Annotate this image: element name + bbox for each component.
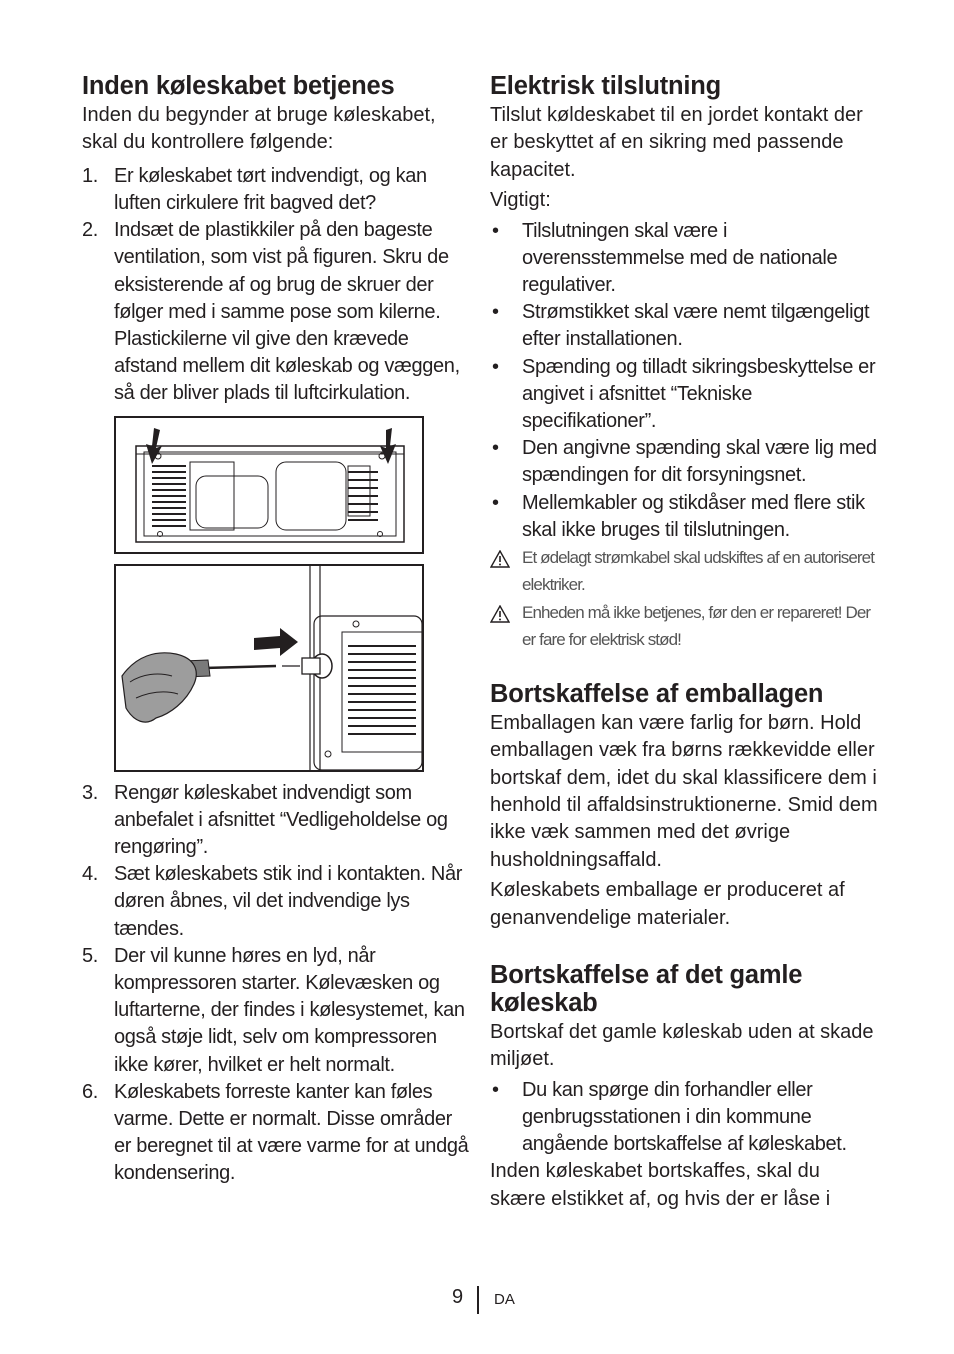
figure-rear-ventilation [114,416,424,554]
section-heading-electric: Elektrisk tilslutning [490,72,722,100]
intro-paragraph: Inden du begynder at bruge køleskabet, skal du kontrollere følgende: [82,104,436,154]
electric-bullets [490,218,880,544]
list-item: 4. Sæt køleskabets stik ind i kontakten. Når døren åbnes, vil det indvendige lys tændes. [82,863,463,940]
arrow-right-icon [254,628,298,656]
list-item: • Den angivne spænding skal være lig med spændingen for dit forsyningsnet. [492,437,877,487]
warning-note: Enheden må ikke betjenes, før den er repareret! Der er fare for elektrisk stød! [490,599,880,654]
list-item: • Tilslutningen skal være i overensstemmelse med de nationale regulativer. [492,219,838,297]
section-heading-packaging: Bortskaffelse af emballagen [490,679,824,708]
rear-ventilation-illustration [116,418,422,552]
list-item: • Spænding og tilladt sikringsbeskyttelse er angivet i afsnittet “Tekniske specifikationer”. [492,355,876,433]
footer-divider [477,1286,479,1314]
electric-intro: Tilslut køldeskabet til en jordet kontakt der er beskyttet af en sikring med passende kapacitet. [490,104,863,181]
list-item: 6. Køleskabets forreste kanter kan føles varme. Dette er normalt. Disse områder er beregnet til at være varme for at undgå kondensering. [82,1080,469,1185]
list-item: • Du kan spørge din forhandler eller genbrugsstationen i din kommune angående bortskaffelse af køleskabet. [492,1078,847,1156]
list-item: 1. Er køleskabet tørt indvendigt, og kan luften cirkulere frit bagved det? [82,164,427,215]
checklist-part-2 [82,780,474,1188]
warning-triangle-icon [490,605,510,623]
packaging-paragraph: Emballagen kan være farlig for børn. Hold emballagen væk fra børns rækkevidde eller bortskaf dem, idet du skal klassificere dem i henhold til affaldsinstruktionerne. Smid dem ikke væk sammen med det øvrige husholdningsaffald. [490,711,878,871]
left-column [82,72,474,1188]
old-fridge-intro: Bortskaf det gamle køleskab uden at skade miljøet. [490,1020,874,1071]
figure-screw-spacer [114,564,424,772]
right-column [490,72,880,1216]
checklist-part-1 [82,163,474,408]
section-heading-old-fridge: Bortskaffelse af det gamle køleskab [490,960,803,1017]
screwdriver-illustration [116,566,422,770]
section-heading-before-use: Inden køleskabet betjenes [82,72,395,100]
language-code: DA [494,1291,515,1308]
old-fridge-bullets [490,1077,880,1159]
warning-triangle-icon [490,550,510,568]
list-item: 5. Der vil kunne høres en lyd, når kompressoren starter. Kølevæsken og luftarterne, der findes i kølesystemet, kan også støje lidt, selv om kompressoren ikke kører, hvilket er helt normalt. [82,944,465,1076]
list-item: • Strømstikket skal være nemt tilgængeligt efter installationen. [492,301,870,351]
important-label: Vigtigt: [490,189,551,212]
list-item: 2. Indsæt de plastikkiler på den bageste ventilation, som vist på figuren. Skru de eksisterende af og brug de skruer der følger med i samme pose som kilerne. Plastickilerne vil give den krævede afstand mellem dit køleskab og væggen, så der bliver plads til luftcirkulation. [82,219,460,405]
page-number: 9 [452,1286,464,1308]
old-fridge-outro: Inden køleskabet bortskaffes, skal du skære elstikket af, og hvis der er låse i [490,1160,831,1210]
page-footer [0,1286,954,1316]
list-item: 3. Rengør køleskabet indvendigt som anbefalet i afsnittet “Vedligeholdelse og rengøring”. [82,781,448,859]
packaging-paragraph-2: Køleskabets emballage er produceret af genanvendelige materialer. [490,879,845,929]
warning-note: Et ødelagt strømkabel skal udskiftes af en autoriseret elektriker. [490,544,880,599]
list-item: • Mellemkabler og stikdåser med flere stik skal ikke bruges til tilslutningen. [492,491,865,541]
